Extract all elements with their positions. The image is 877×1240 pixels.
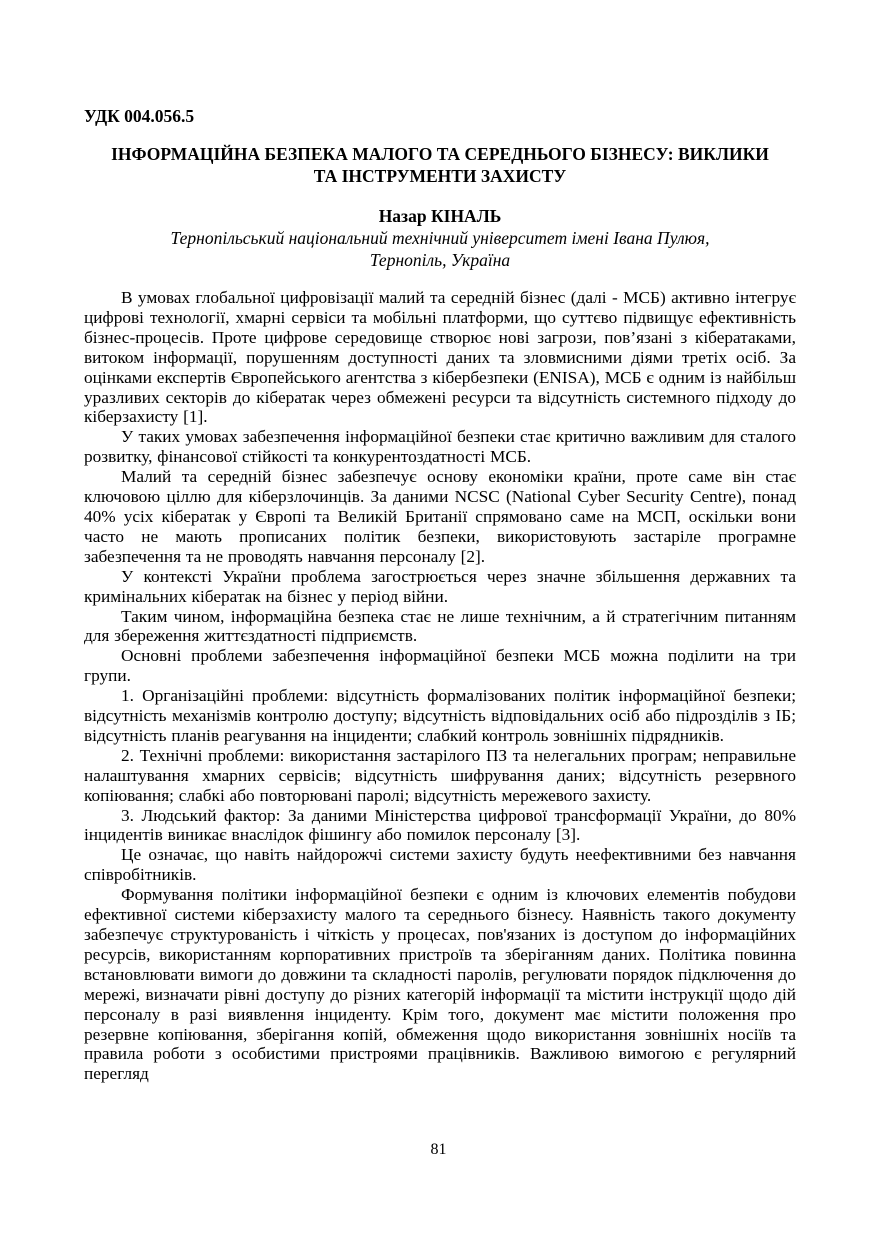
affiliation-line-2: Тернопіль, Україна bbox=[369, 250, 511, 270]
author-affiliation bbox=[84, 227, 796, 271]
paragraph: Таким чином, інформаційна безпека стає не лише технічним, а й стратегічним питанням для збереження життєздатності підприємств. bbox=[84, 606, 796, 646]
paragraph: 3. Людський фактор: За даними Міністерства цифрової трансформації України, до 80% інцидентів виникає внаслідок фішингу або помилок персоналу [3]. bbox=[84, 805, 796, 845]
paper-title bbox=[84, 143, 796, 187]
author-name: Назар КІНАЛЬ bbox=[378, 206, 502, 226]
page-content bbox=[84, 106, 796, 1084]
paragraph: У таких умовах забезпечення інформаційної безпеки стає критично важливим для сталого розвитку, фінансової стійкості та конкурентоздатності МСБ. bbox=[84, 427, 796, 467]
paper-title-line-1: ІНФОРМАЦІЙНА БЕЗПЕКА МАЛОГО ТА СЕРЕДНЬОГО БІЗНЕСУ: ВИКЛИКИ bbox=[111, 144, 769, 164]
paragraph: У контексті України проблема загострюється через значне збільшення державних та кримінальних кібератак на бізнес у період війни. bbox=[84, 566, 796, 606]
page-number: 81 bbox=[430, 1141, 447, 1158]
udk-code: УДК 004.056.5 bbox=[84, 106, 195, 126]
paper-title-line-2: ТА ІНСТРУМЕНТИ ЗАХИСТУ bbox=[313, 166, 567, 186]
paragraph: Формування політики інформаційної безпеки є одним із ключових елементів побудови ефективної системи кіберзахисту малого та середнього бізнесу. Наявність такого документу забезпечує структурованість і чіткість у процесах, пов'язаних із доступом до інформаційних ресурсів, використанням корпоративних пристроїв та зберіганням даних. Політика повинна встановлювати вимоги до довжини та складності паролів, регулювати порядок підключення до мережі, визначати рівні доступу до різних категорій інформації та містити інструкції щодо дій персоналу в разі виявлення інциденту. Крім того, документ має містити положення про резервне копіювання, зберігання копій, обмеження щодо використання зовнішніх носіїв та правила роботи з особистими пристроями працівників. Важливою вимогою є регулярний перегляд bbox=[84, 885, 796, 1084]
paragraph: Основні проблеми забезпечення інформаційної безпеки МСБ можна поділити на три групи. bbox=[84, 646, 796, 686]
paragraph: Це означає, що навіть найдорожчі системи захисту будуть неефективними без навчання співробітників. bbox=[84, 845, 796, 885]
paragraph: Малий та середній бізнес забезпечує основу економіки країни, проте саме він стає ключовою ціллю для кіберзлочинців. За даними NCSC (National Cyber Security Centre), понад 40% усіх кібератак у Європі та Великій Британії спрямовано саме на МСП, оскільки вони часто не мають прописаних політик безпеки, використовують застаріле програмне забезпечення та не проводять навчання персоналу [2]. bbox=[84, 467, 796, 566]
article-body bbox=[84, 288, 796, 1084]
affiliation-line-1: Тернопільський національний технічний університет імені Івана Пулюя, bbox=[170, 228, 710, 248]
paragraph: 1. Організаційні проблеми: відсутність формалізованих політик інформаційної безпеки; відсутність механізмів контролю доступу; відсутність відповідальних осіб або підрозділів з ІБ; відсутність планів реагування на інциденти; слабкий контроль зовнішніх підрядників. bbox=[84, 686, 796, 745]
paragraph: 2. Технічні проблеми: використання застарілого ПЗ та нелегальних програм; неправильне налаштування хмарних сервісів; відсутність шифрування даних; відсутність резервного копіювання; слабкі або повторювані паролі; відсутність мережевого захисту. bbox=[84, 745, 796, 805]
paragraph: В умовах глобальної цифровізації малий та середній бізнес (далі - МСБ) активно інтегрує цифрові технології, хмарні сервіси та мобільні платформи, що суттєво підвищує ефективність бізнес-процесів. Проте цифрове середовище створює нові загрози, пов’язані з кібератаками, витоком інформації, порушенням доступності даних та зловмисними діями третіх осіб. За оцінками експертів Європейського агентства з кібербезпеки (ENISA), МСБ є одним із найбільш уразливих секторів до кібератак через обмежені ресурси та відсутність системного підходу до кіберзахисту [1]. bbox=[84, 288, 796, 427]
